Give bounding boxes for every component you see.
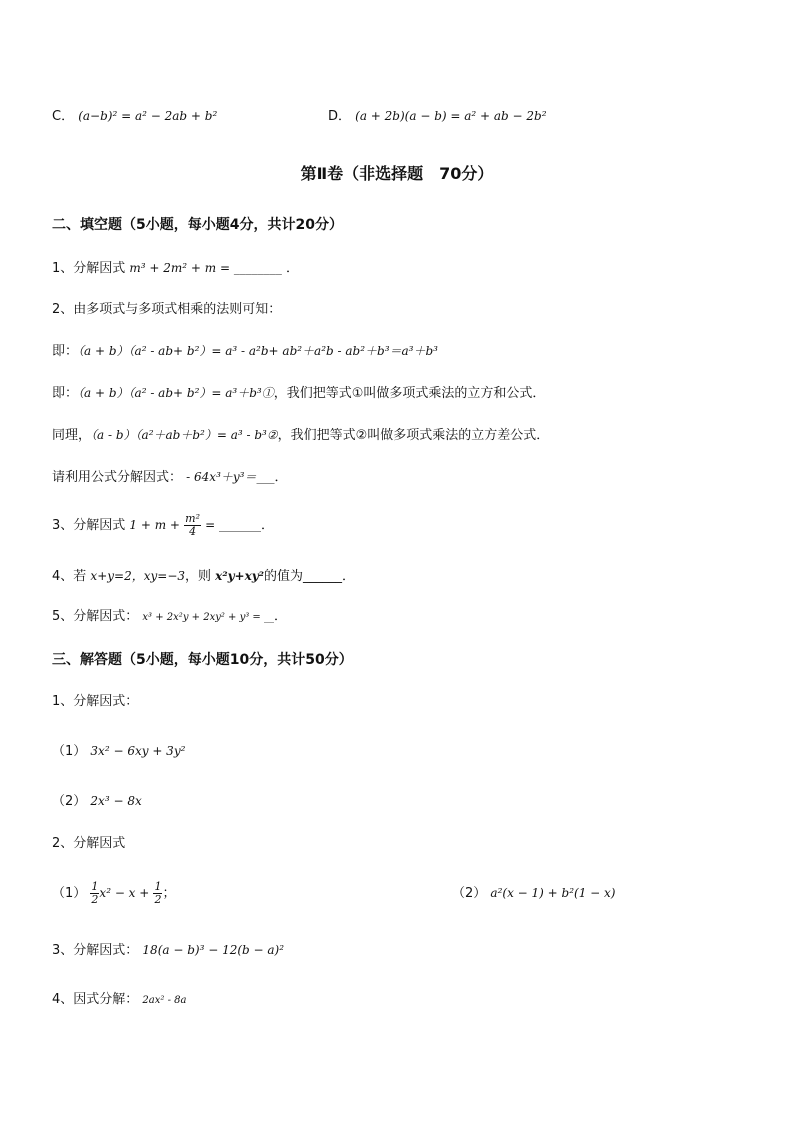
sec2-q2-line4-expression: ‐ 64x³＋y³＝___	[186, 470, 275, 484]
sec2-q3-expression-b: = _______	[205, 518, 261, 532]
sec2-q2-line1-expression: （a + b）（a² ‐ ab+ b²）= a³ ‐ a²b+ ab²＋a²b ‐ ab²＋b³＝a³＋b³	[78, 344, 438, 358]
sec2-q4-expression-b: x²y+xy²	[215, 569, 264, 583]
sec3-q4-text: 4、因式分解：	[52, 992, 139, 1007]
sec3-q2-part1	[52, 875, 175, 912]
sec2-q2-line2-tail: ，我们把等式①叫做多项式乘法的立方和公式．	[273, 386, 546, 401]
sec2-question-3	[52, 508, 274, 543]
sec3-q2-part1-label: （1）	[52, 886, 87, 901]
sec2-q4-text-a: 4、若	[52, 569, 87, 584]
option-c-expression: (a−b)² = a² − 2ab + b²	[78, 109, 218, 123]
part2-title: 第Ⅱ卷（非选择题 70分）	[300, 164, 494, 183]
sec2-q4-text-c: 的值为______．	[264, 569, 356, 584]
sec2-q2-line3-tail: ，我们把等式②叫做多项式乘法的立方差公式．	[277, 428, 550, 443]
sec2-q4-expression-a: x+y=2，xy=−3	[90, 569, 186, 583]
sec3-question-3	[52, 940, 284, 961]
sec2-q2-line4-text: 请利用公式分解因式：	[52, 470, 183, 485]
sec2-q5-text: 5、分解因式：	[52, 609, 139, 624]
option-d-label: D．	[328, 109, 352, 124]
sec3-q1-part2	[52, 791, 142, 812]
option-c	[52, 106, 217, 127]
sec2-q2-line3	[52, 425, 549, 446]
sec3-q2-part1-fraction-2-denominator: 2	[154, 893, 162, 906]
sec3-q3-expression: 18(a − b)³ − 12(b − a)²	[142, 943, 285, 957]
sec3-q1-part1	[52, 741, 185, 762]
sec2-q5-expression: x³ + 2x²y + 2xy² + y³ = __	[142, 612, 274, 623]
sec3-q2-part1-fraction-2-numerator: 1	[154, 880, 162, 893]
sec3-q3-text: 3、分解因式：	[52, 943, 139, 958]
sec3-q2-text: 2、分解因式	[52, 836, 126, 851]
sec2-question-1	[52, 258, 299, 279]
sec2-question-5	[52, 607, 287, 628]
sec2-q2-line2	[52, 383, 545, 404]
sec3-q2-part2-label: （2）	[452, 886, 487, 901]
option-c-label: C．	[52, 109, 75, 124]
sec2-q2-line3-lead: 同理，	[52, 428, 92, 443]
sec2-q2-line2-lead: 即：	[52, 386, 79, 401]
section3-heading: 三、解答题（5小题，每小题10分，共计50分）	[52, 652, 353, 668]
sec3-q4-expression: 2ax² ‐ 8a	[142, 995, 187, 1006]
sec3-q2-part1-fraction-1-denominator: 2	[91, 893, 99, 906]
sec3-q2-part1-end: ；	[162, 886, 176, 901]
sec2-q3-end: ．	[261, 518, 275, 533]
sec3-q1-part1-expression: 3x² − 6xy + 3y²	[90, 744, 186, 758]
sec3-q1-text: 1、分解因式：	[52, 694, 139, 709]
sec2-q3-expression-a: 1 + m +	[129, 518, 180, 532]
sec3-q1-part1-label: （1）	[52, 744, 87, 759]
sec2-q1-text: 1、分解因式	[52, 261, 126, 276]
option-d-expression: (a + 2b)(a − b) = a² + ab − 2b²	[355, 109, 547, 123]
sec2-question-4	[52, 566, 355, 587]
sec3-question-4	[52, 990, 186, 1011]
sec2-q5-end: ．	[274, 609, 288, 624]
sec3-q1-part2-label: （2）	[52, 794, 87, 809]
option-d	[328, 106, 547, 127]
sec3-q1-part2-expression: 2x³ − 8x	[90, 794, 142, 808]
sec2-q2-line1	[52, 341, 438, 362]
sec2-q2-line1-lead: 即：	[52, 344, 79, 359]
sec2-q2-line2-expression: （a + b）（a² ‐ ab+ b²）= a³＋b³①	[78, 386, 274, 400]
sec3-q2-part1-fraction-1-numerator: 1	[91, 880, 99, 893]
sec2-q2-line4-end: ．	[274, 470, 288, 485]
sec3-q2-part2-expression: a²(x − 1) + b²(1 − x)	[490, 886, 616, 900]
sec2-q3-fraction-denominator: 4	[189, 525, 197, 538]
sec2-q1-expression: m³ + 2m² + m = ________	[129, 261, 282, 275]
sec2-q2-line4	[52, 467, 287, 488]
sec3-q2-part2	[452, 883, 615, 904]
section2-heading: 二、填空题（5小题，每小题4分，共计20分）	[52, 217, 343, 233]
sec3-q2-part1-expression: x² − x +	[99, 886, 150, 900]
sec2-q2-line3-expression: （a ‐ b）（a²＋ab＋b²）= a³ ‐ b³②	[91, 428, 278, 442]
sec2-q3-fraction	[184, 513, 201, 538]
sec2-q4-text-b: ，则	[185, 569, 212, 584]
sec2-q2-intro: 2、由多项式与多项式相乘的法则可知：	[52, 302, 282, 317]
sec2-q3-text: 3、分解因式	[52, 518, 126, 533]
sec2-q1-end: ．	[286, 261, 300, 276]
sec2-q3-fraction-numerator: m²	[185, 512, 200, 525]
